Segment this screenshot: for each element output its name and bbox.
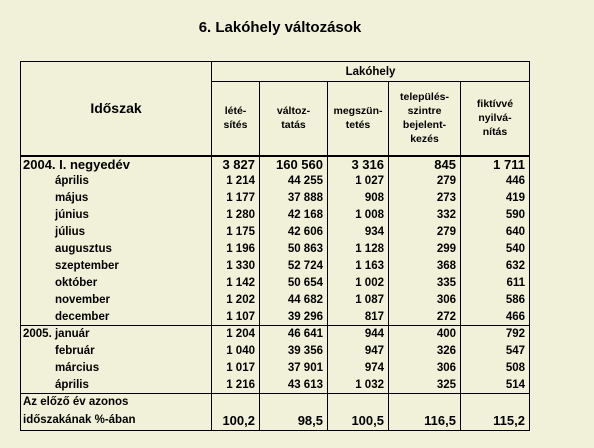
cell-value: 335 bbox=[389, 275, 461, 292]
footer-value: 116,5 bbox=[389, 411, 461, 431]
cell-value: 845 bbox=[389, 156, 461, 173]
cell-value: 540 bbox=[461, 241, 530, 258]
cell-value: 1 175 bbox=[212, 224, 260, 241]
footer-row bbox=[21, 411, 530, 431]
column-header-line: tatás bbox=[281, 119, 306, 132]
column-header-line: nítás bbox=[482, 126, 508, 139]
cell-value: 1 142 bbox=[212, 275, 260, 292]
cell-value: 306 bbox=[389, 360, 461, 377]
cell-value: 400 bbox=[389, 326, 461, 343]
cell-value: 1 280 bbox=[212, 207, 260, 224]
column-header bbox=[260, 82, 328, 156]
cell-value: 611 bbox=[461, 275, 530, 292]
data-table bbox=[20, 61, 530, 431]
cell-value: 325 bbox=[389, 377, 461, 394]
row-label: augusztus bbox=[21, 241, 212, 258]
row-label: november bbox=[21, 292, 212, 309]
row-label: 2004. I. negyedév bbox=[21, 156, 212, 173]
cell-value: 466 bbox=[461, 309, 530, 326]
footer-label: Az előző év azonos bbox=[21, 394, 212, 411]
row-label: május bbox=[21, 190, 212, 207]
cell-value: 1 711 bbox=[461, 156, 530, 173]
cell-value: 50 863 bbox=[260, 241, 328, 258]
footer-value: 100,2 bbox=[212, 411, 260, 431]
row-label: július bbox=[21, 224, 212, 241]
cell-value: 306 bbox=[389, 292, 461, 309]
footer-blank bbox=[212, 394, 260, 411]
cell-value: 1 202 bbox=[212, 292, 260, 309]
column-header-line: település- bbox=[399, 91, 449, 104]
column-header-line: bejelent- bbox=[402, 119, 447, 132]
footer-value: 100,5 bbox=[328, 411, 389, 431]
cell-value: 640 bbox=[461, 224, 530, 241]
column-header-line: megszün- bbox=[333, 105, 383, 118]
cell-value: 37 888 bbox=[260, 190, 328, 207]
cell-value: 1 330 bbox=[212, 258, 260, 275]
table-row bbox=[21, 377, 530, 394]
column-header-line: szintre bbox=[407, 105, 442, 118]
cell-value: 1 002 bbox=[328, 275, 389, 292]
table-row bbox=[21, 309, 530, 326]
column-header-line: változ- bbox=[276, 105, 311, 118]
table-row bbox=[21, 156, 530, 173]
row-label: szeptember bbox=[21, 258, 212, 275]
cell-value: 1 128 bbox=[328, 241, 389, 258]
cell-value: 279 bbox=[389, 173, 461, 190]
cell-value: 446 bbox=[461, 173, 530, 190]
cell-value: 37 901 bbox=[260, 360, 328, 377]
cell-value: 46 641 bbox=[260, 326, 328, 343]
cell-value: 1 214 bbox=[212, 173, 260, 190]
cell-value: 1 027 bbox=[328, 173, 389, 190]
page-title: 6. Lakóhely változások bbox=[198, 19, 362, 36]
cell-value: 272 bbox=[389, 309, 461, 326]
table-row bbox=[21, 258, 530, 275]
row-label: október bbox=[21, 275, 212, 292]
cell-value: 279 bbox=[389, 224, 461, 241]
column-header bbox=[461, 82, 530, 156]
cell-value: 508 bbox=[461, 360, 530, 377]
cell-value: 52 724 bbox=[260, 258, 328, 275]
cell-value: 39 296 bbox=[260, 309, 328, 326]
cell-value: 586 bbox=[461, 292, 530, 309]
column-header-line: fiktívvé bbox=[476, 98, 514, 111]
table-row bbox=[21, 207, 530, 224]
table-row bbox=[21, 241, 530, 258]
table-row bbox=[21, 224, 530, 241]
cell-value: 42 168 bbox=[260, 207, 328, 224]
column-header-line: nyilvá- bbox=[478, 112, 512, 125]
cell-value: 1 032 bbox=[328, 377, 389, 394]
table-row bbox=[21, 360, 530, 377]
table-row bbox=[21, 343, 530, 360]
cell-value: 326 bbox=[389, 343, 461, 360]
cell-value: 160 560 bbox=[260, 156, 328, 173]
row-label: április bbox=[21, 173, 212, 190]
cell-value: 1 087 bbox=[328, 292, 389, 309]
cell-value: 1 196 bbox=[212, 241, 260, 258]
row-label: december bbox=[21, 309, 212, 326]
table-row bbox=[21, 326, 530, 343]
row-label: április bbox=[21, 377, 212, 394]
cell-value: 1 040 bbox=[212, 343, 260, 360]
cell-value: 1 017 bbox=[212, 360, 260, 377]
cell-value: 817 bbox=[328, 309, 389, 326]
cell-value: 3 316 bbox=[328, 156, 389, 173]
row-label: június bbox=[21, 207, 212, 224]
footer-blank bbox=[260, 394, 328, 411]
table-row bbox=[21, 275, 530, 292]
cell-value: 514 bbox=[461, 377, 530, 394]
cell-value: 1 204 bbox=[212, 326, 260, 343]
footer-value: 115,2 bbox=[461, 411, 530, 431]
footer-label: időszakának %-ában bbox=[21, 411, 212, 431]
table-row bbox=[21, 190, 530, 207]
cell-value: 947 bbox=[328, 343, 389, 360]
cell-value: 792 bbox=[461, 326, 530, 343]
footer-value: 98,5 bbox=[260, 411, 328, 431]
group-header: Lakóhely bbox=[212, 62, 530, 82]
cell-value: 273 bbox=[389, 190, 461, 207]
row-label: 2005. január bbox=[21, 326, 212, 343]
cell-value: 908 bbox=[328, 190, 389, 207]
column-header bbox=[389, 82, 461, 156]
cell-value: 42 606 bbox=[260, 224, 328, 241]
cell-value: 419 bbox=[461, 190, 530, 207]
footer-blank bbox=[389, 394, 461, 411]
cell-value: 1 216 bbox=[212, 377, 260, 394]
table-row bbox=[21, 292, 530, 309]
footer-blank bbox=[328, 394, 389, 411]
column-header-line: tetés bbox=[345, 119, 371, 132]
cell-value: 974 bbox=[328, 360, 389, 377]
cell-value: 332 bbox=[389, 207, 461, 224]
cell-value: 1 177 bbox=[212, 190, 260, 207]
footer-blank bbox=[461, 394, 530, 411]
cell-value: 547 bbox=[461, 343, 530, 360]
cell-value: 368 bbox=[389, 258, 461, 275]
cell-value: 934 bbox=[328, 224, 389, 241]
cell-value: 50 654 bbox=[260, 275, 328, 292]
row-label: március bbox=[21, 360, 212, 377]
table-row bbox=[21, 173, 530, 190]
period-header: Időszak bbox=[21, 62, 212, 156]
cell-value: 44 255 bbox=[260, 173, 328, 190]
cell-value: 590 bbox=[461, 207, 530, 224]
cell-value: 632 bbox=[461, 258, 530, 275]
cell-value: 1 008 bbox=[328, 207, 389, 224]
row-label: február bbox=[21, 343, 212, 360]
column-header-line: lété- bbox=[224, 105, 247, 118]
column-header bbox=[212, 82, 260, 156]
cell-value: 44 682 bbox=[260, 292, 328, 309]
cell-value: 944 bbox=[328, 326, 389, 343]
cell-value: 39 356 bbox=[260, 343, 328, 360]
column-header-line: sítés bbox=[223, 119, 248, 132]
footer-row bbox=[21, 394, 530, 411]
cell-value: 3 827 bbox=[212, 156, 260, 173]
column-header bbox=[328, 82, 389, 156]
cell-value: 1 107 bbox=[212, 309, 260, 326]
cell-value: 1 163 bbox=[328, 258, 389, 275]
cell-value: 43 613 bbox=[260, 377, 328, 394]
column-header-line: kezés bbox=[410, 133, 439, 146]
cell-value: 299 bbox=[389, 241, 461, 258]
